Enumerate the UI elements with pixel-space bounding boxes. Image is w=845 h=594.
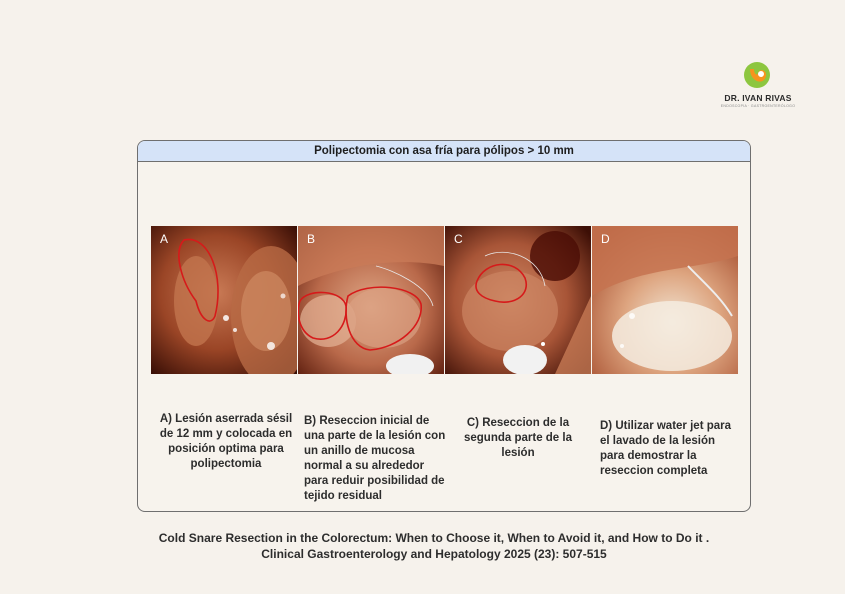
citation-line-2: Clinical Gastroenterology and Hepatology 2025 (23): 507-515 <box>261 547 607 561</box>
figure-title: Polipectomia con asa fría para pólipos > 10 mm <box>138 141 750 162</box>
panel-c <box>445 226 591 374</box>
caption-a: A) Lesión aserrada sésil de 12 mm y colocada en posición optima para polipectomia <box>159 413 293 470</box>
endoscopy-image-b-icon <box>298 226 444 374</box>
image-strip <box>151 226 738 374</box>
caption-d: D) Utilizar water jet para el lavado de la lesión para demostrar la reseccion completa <box>600 420 732 477</box>
panel-a-letter: A <box>160 232 169 246</box>
caption-b: B) Reseccion inicial de una parte de la lesión con un anillo de mucosa normal a su alrededor para reduir posibilidad de tejido residual <box>304 415 446 502</box>
logo-stomach-icon <box>742 60 772 90</box>
endoscopy-image-c-icon <box>445 226 591 374</box>
brand-logo <box>716 60 800 112</box>
endoscopy-image-a-icon <box>151 226 297 374</box>
panel-d <box>592 226 738 374</box>
panel-d-letter: D <box>601 232 610 246</box>
panel-b-letter: B <box>307 232 316 246</box>
citation <box>140 530 728 562</box>
caption-c: C) Reseccion de la segunda parte de la lesión <box>463 417 572 459</box>
panel-a <box>151 226 297 374</box>
panel-b <box>298 226 444 374</box>
panel-c-letter: C <box>454 232 463 246</box>
logo-tagline: ENDOSCOPIA · GASTROENTERÓLOGO <box>720 104 796 108</box>
citation-line-1: Cold Snare Resection in the Colorectum: When to Choose it, When to Avoid it, and How to Do it . <box>158 531 710 545</box>
logo-name: DR. IVAN RIVAS <box>724 93 792 103</box>
endoscopy-image-d-icon <box>592 226 738 374</box>
